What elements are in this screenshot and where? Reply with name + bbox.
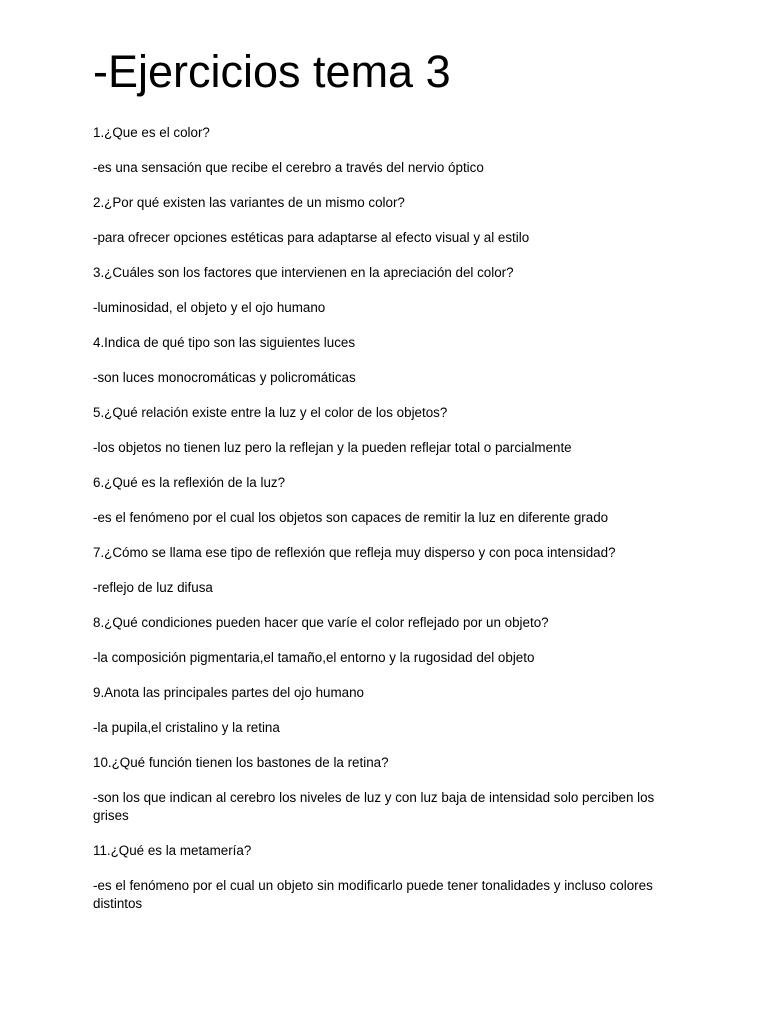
answer-text: -los objetos no tienen luz pero la reflejan y la pueden reflejar total o parcialmente (93, 440, 572, 455)
qa-item (93, 614, 673, 667)
document-title: -Ejercicios tema 3 (93, 46, 451, 97)
qa-item (93, 264, 673, 317)
answer-text: -para ofrecer opciones estéticas para adaptarse al efecto visual y al estilo (93, 230, 530, 245)
question-text: 7.¿Cómo se llama ese tipo de reflexión que refleja muy disperso y con poca intensidad? (93, 545, 616, 560)
question-text: 3.¿Cuáles son los factores que intervienen en la apreciación del color? (93, 265, 514, 280)
qa-item (93, 404, 673, 457)
answer-text: -son los que indican al cerebro los niveles de luz y con luz baja de intensidad solo perciben los grises (93, 790, 658, 823)
answer-text: -luminosidad, el objeto y el ojo humano (93, 300, 326, 315)
question-text: 5.¿Qué relación existe entre la luz y el color de los objetos? (93, 405, 448, 420)
question-text: 2.¿Por qué existen las variantes de un mismo color? (93, 195, 405, 210)
answer-text: -es el fenómeno por el cual los objetos son capaces de remitir la luz en diferente grado (93, 510, 609, 525)
question-text: 11.¿Qué es la metamería? (93, 843, 252, 858)
qa-list (93, 124, 673, 930)
qa-item (93, 684, 673, 737)
qa-item (93, 124, 673, 177)
qa-item (93, 334, 673, 387)
qa-item (93, 194, 673, 247)
answer-text: -reflejo de luz difusa (93, 580, 213, 595)
question-text: 6.¿Qué es la reflexión de la luz? (93, 475, 286, 490)
question-text: 8.¿Qué condiciones pueden hacer que varíe el color reflejado por un objeto? (93, 615, 549, 630)
qa-item (93, 842, 673, 913)
answer-text: -es el fenómeno por el cual un objeto sin modificarlo puede tener tonalidades y incluso colores distintos (93, 878, 657, 911)
question-text: 10.¿Qué función tienen los bastones de la retina? (93, 755, 389, 770)
answer-text: -son luces monocromáticas y policromáticas (93, 370, 356, 385)
answer-text: -la composición pigmentaria,el tamaño,el entorno y la rugosidad del objeto (93, 650, 535, 665)
qa-item (93, 474, 673, 527)
question-text: 9.Anota las principales partes del ojo humano (93, 685, 364, 700)
answer-text: -es una sensación que recibe el cerebro a través del nervio óptico (93, 160, 484, 175)
answer-text: -la pupila,el cristalino y la retina (93, 720, 280, 735)
qa-item (93, 754, 673, 825)
qa-item (93, 544, 673, 597)
question-text: 4.Indica de qué tipo son las siguientes luces (93, 335, 356, 350)
question-text: 1.¿Que es el color? (93, 125, 210, 140)
